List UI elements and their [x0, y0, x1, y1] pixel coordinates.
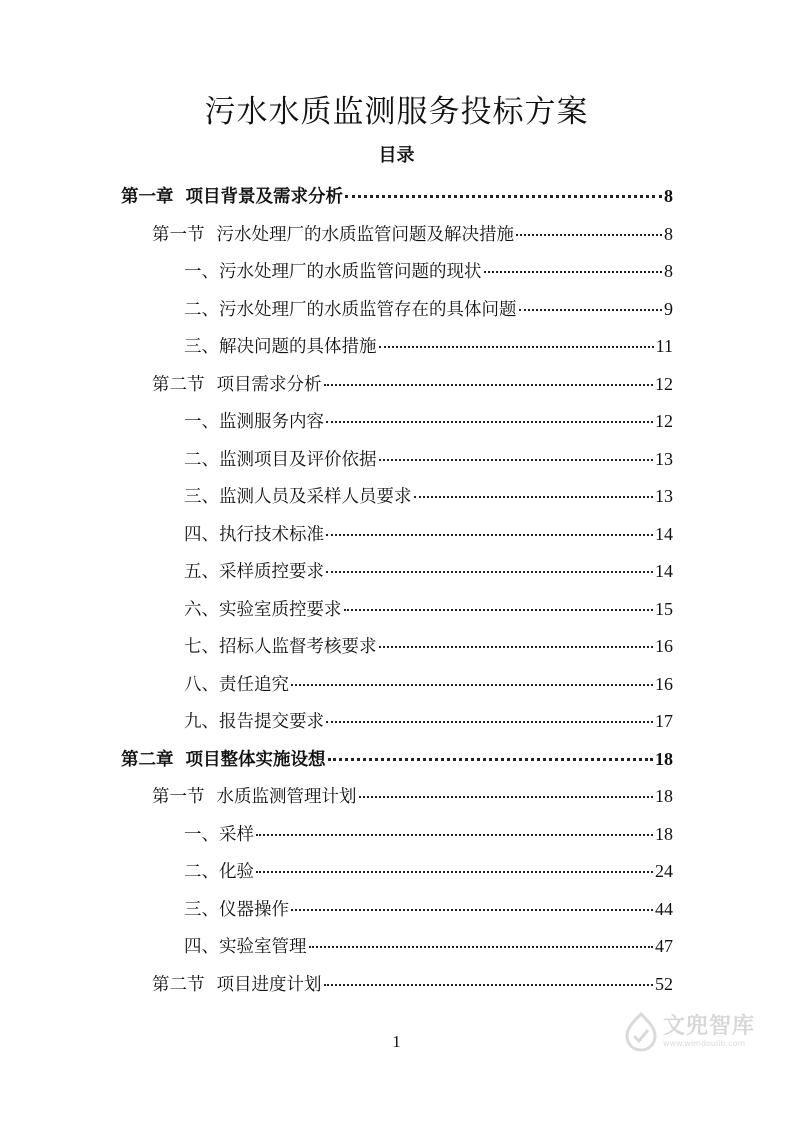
toc-entry-label: [152, 221, 514, 246]
toc-entry-page: 18: [655, 748, 673, 769]
toc-dot-leader: [344, 609, 654, 611]
toc-entry-label: [184, 521, 324, 546]
toc-entry[interactable]: [0, 777, 793, 815]
toc-entry-text: 项目背景及需求分析: [185, 187, 343, 208]
toc-entry-number: 五、: [184, 562, 219, 583]
toc-entry-number: 一、: [184, 412, 219, 433]
toc-entry-text: 招标人监督考核要求: [219, 637, 377, 658]
toc-entry[interactable]: [0, 627, 793, 665]
toc-entry-text: 责任追究: [219, 674, 289, 695]
toc-dot-leader: [359, 796, 654, 798]
toc-entry-label: [184, 933, 307, 958]
toc-entry-text: 执行技术标准: [219, 524, 324, 545]
toc-entry-label: [184, 896, 289, 921]
toc-entry[interactable]: [0, 177, 793, 215]
toc-entry-label: [184, 296, 517, 321]
toc-entry-text: 水质监测管理计划: [216, 787, 357, 808]
toc-entry-label: [184, 258, 482, 283]
toc-entry-label: [121, 746, 326, 771]
page-number: 1: [392, 1032, 401, 1051]
toc-heading: 目录: [378, 145, 415, 166]
toc-entry-page: 47: [655, 936, 673, 957]
toc-entry-text: 监测项目及评价依据: [219, 449, 377, 470]
toc-entry[interactable]: [0, 852, 793, 890]
toc-entry[interactable]: [0, 215, 793, 253]
toc-entry-page: 11: [655, 336, 673, 357]
toc-entry-number: 四、: [184, 524, 219, 545]
toc-entry-page: 52: [655, 973, 673, 994]
toc-entry-label: [121, 183, 343, 208]
toc-entry-number: 三、: [184, 487, 219, 508]
toc-dot-leader: [379, 646, 654, 648]
toc-entry[interactable]: [0, 927, 793, 965]
toc-entry-label: [184, 596, 342, 621]
toc-entry-page: 12: [655, 411, 673, 432]
toc-entry[interactable]: [0, 327, 793, 365]
toc-dot-leader: [519, 309, 663, 311]
toc-entry-page: 15: [655, 598, 673, 619]
toc-entry-text: 实验室质控要求: [219, 599, 342, 620]
toc-dot-leader: [256, 871, 653, 873]
toc-dot-leader: [328, 758, 654, 761]
toc-entry-label: [152, 783, 357, 808]
toc-entry-number: 九、: [184, 712, 219, 733]
toc-entry-page: 8: [664, 223, 673, 244]
toc-entry[interactable]: [0, 590, 793, 628]
toc-dot-leader: [326, 571, 653, 573]
watermark-name: 文兜智库: [662, 1014, 755, 1039]
document-title: 污水水质监测服务投标方案: [204, 94, 589, 130]
toc-entry-page: 44: [655, 898, 673, 919]
toc-entry-page: 18: [655, 823, 673, 844]
toc-entry-page: 24: [655, 861, 673, 882]
toc-entry-text: 监测服务内容: [219, 412, 324, 433]
toc-entry-page: 8: [664, 261, 673, 282]
toc-dot-leader: [414, 496, 654, 498]
toc-entry-page: 13: [655, 448, 673, 469]
toc-dot-leader: [291, 684, 653, 686]
table-of-contents: [0, 177, 793, 1002]
toc-entry[interactable]: [0, 702, 793, 740]
toc-entry[interactable]: [0, 252, 793, 290]
toc-entry-number: 四、: [184, 937, 219, 958]
toc-entry-number: 二、: [184, 449, 219, 470]
toc-entry-label: [152, 971, 322, 996]
toc-entry-label: [184, 446, 377, 471]
toc-entry-label: [184, 483, 412, 508]
toc-entry-number: 三、: [184, 899, 219, 920]
toc-dot-leader: [326, 421, 653, 423]
toc-entry-page: 16: [655, 673, 673, 694]
toc-entry-text: 采样质控要求: [219, 562, 324, 583]
toc-entry-number: 二、: [184, 862, 219, 883]
toc-entry-text: 项目整体实施设想: [185, 749, 326, 770]
toc-dot-leader: [516, 234, 662, 236]
toc-entry[interactable]: [0, 365, 793, 403]
toc-dot-leader: [324, 984, 654, 986]
toc-entry-text: 监测人员及采样人员要求: [219, 487, 412, 508]
toc-entry-text: 项目进度计划: [216, 974, 322, 995]
toc-entry-text: 实验室管理: [219, 937, 307, 958]
toc-entry-number: 第一节: [152, 224, 205, 245]
toc-entry-page: 13: [655, 486, 673, 507]
toc-dot-leader: [345, 195, 662, 198]
toc-entry[interactable]: [0, 740, 793, 778]
toc-entry-number: 六、: [184, 599, 219, 620]
toc-entry[interactable]: [0, 815, 793, 853]
toc-entry[interactable]: [0, 890, 793, 928]
toc-entry-number: 八、: [184, 674, 219, 695]
toc-entry[interactable]: [0, 515, 793, 553]
toc-entry-label: [184, 708, 324, 733]
toc-entry-number: 一、: [184, 824, 219, 845]
toc-entry-text: 解决问题的具体措施: [219, 337, 377, 358]
toc-entry-text: 项目需求分析: [216, 374, 322, 395]
toc-dot-leader: [256, 834, 653, 836]
toc-dot-leader: [484, 271, 663, 273]
toc-entry-number: 第二节: [152, 974, 205, 995]
toc-entry-label: [184, 821, 254, 846]
toc-entry[interactable]: [0, 552, 793, 590]
toc-entry-text: 污水处理厂的水质监管问题及解决措施: [216, 224, 514, 245]
toc-entry-text: 污水处理厂的水质监管存在的具体问题: [219, 299, 517, 320]
toc-dot-leader: [379, 459, 654, 461]
toc-entry-page: 12: [655, 373, 673, 394]
toc-dot-leader: [326, 534, 653, 536]
toc-entry-text: 仪器操作: [219, 899, 289, 920]
toc-dot-leader: [291, 909, 653, 911]
toc-dot-leader: [379, 346, 654, 348]
toc-entry[interactable]: [0, 440, 793, 478]
toc-entry-label: [184, 558, 324, 583]
toc-entry[interactable]: [0, 477, 793, 515]
toc-entry-page: 17: [655, 711, 673, 732]
toc-entry[interactable]: [0, 290, 793, 328]
toc-entry-page: 18: [655, 786, 673, 807]
toc-entry-number: 二、: [184, 299, 219, 320]
toc-entry-text: 报告提交要求: [219, 712, 324, 733]
toc-entry-page: 16: [655, 636, 673, 657]
toc-entry[interactable]: [0, 402, 793, 440]
toc-entry-text: 污水处理厂的水质监管问题的现状: [219, 262, 482, 283]
toc-entry-number: 三、: [184, 337, 219, 358]
toc-dot-leader: [309, 946, 654, 948]
toc-entry[interactable]: [0, 965, 793, 1003]
toc-entry-label: [184, 333, 377, 358]
toc-dot-leader: [326, 721, 653, 723]
toc-entry-text: 采样: [219, 824, 254, 845]
toc-entry-label: [184, 633, 377, 658]
toc-entry-number: 第二节: [152, 374, 205, 395]
toc-entry-label: [184, 671, 289, 696]
toc-entry-label: [184, 858, 254, 883]
toc-entry-text: 化验: [219, 862, 254, 883]
toc-entry-page: 14: [655, 561, 673, 582]
toc-entry-page: 8: [664, 186, 673, 207]
watermark: [623, 1012, 755, 1052]
toc-entry-number: 第二章: [121, 749, 174, 770]
toc-entry-label: [184, 408, 324, 433]
toc-entry-page: 14: [655, 523, 673, 544]
toc-entry-number: 七、: [184, 637, 219, 658]
watermark-url: www.wendoulib.com: [662, 1039, 746, 1048]
toc-entry-number: 第一节: [152, 787, 205, 808]
toc-entry-number: 第一章: [121, 187, 174, 208]
toc-entry-number: 一、: [184, 262, 219, 283]
toc-dot-leader: [324, 384, 654, 386]
toc-entry-page: 9: [664, 298, 673, 319]
toc-entry[interactable]: [0, 665, 793, 703]
toc-entry-label: [152, 371, 322, 396]
wendou-logo-icon: [623, 1012, 659, 1052]
